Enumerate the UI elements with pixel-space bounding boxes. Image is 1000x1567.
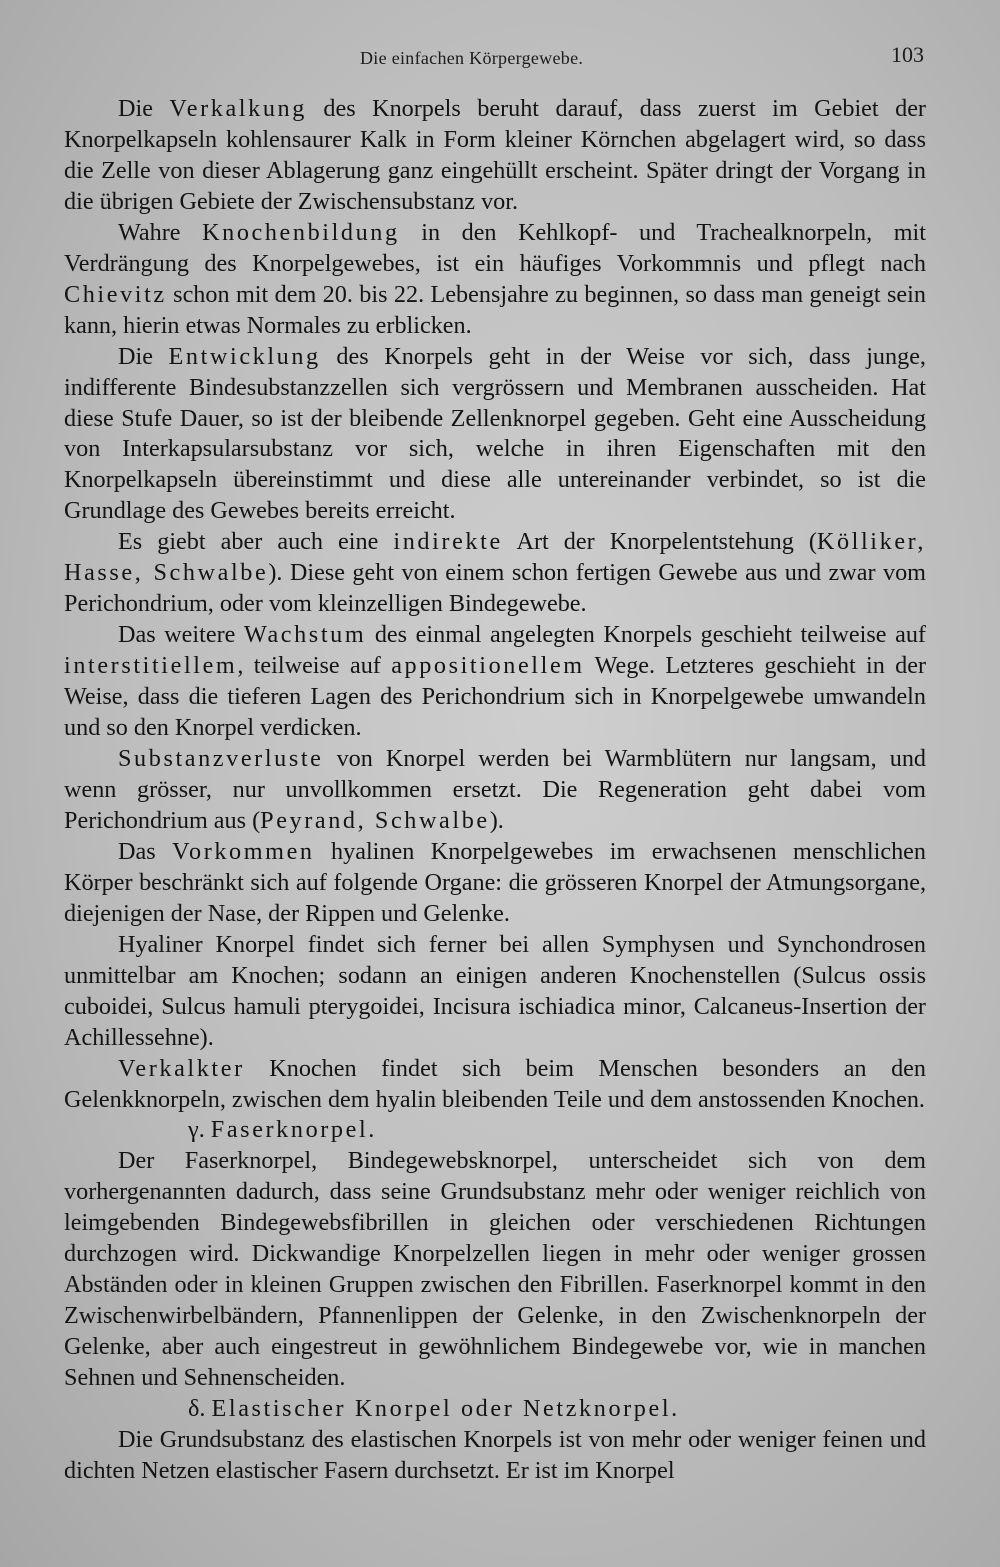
paragraph (64, 1146, 926, 1394)
text-run: des einmal angelegten Knorpels geschieht teilweise auf (366, 621, 926, 649)
paragraph (64, 527, 926, 620)
text-run: Es giebt aber auch eine (118, 528, 394, 556)
text-run: Die (118, 342, 169, 370)
emphasized-term: Substanzverluste (118, 745, 324, 773)
page-header (60, 42, 930, 78)
text-run: Wege. Letzteres geschieht in der Weise, dass die tieferen Lagen des Perichondrium sich in Knorpelgewebe umwandeln und so den Knorpel verdicken. (64, 652, 926, 742)
emphasized-term: interstitiellem (64, 652, 238, 680)
text-run: in den Kehlkopf- und Trachealknorpeln, mit Verdrängung des Knorpelgewebes, ist ein häufiges Vorkommnis und pflegt nach (64, 218, 926, 277)
text-run: Die Grundsubstanz des elastischen Knorpels ist von mehr oder weniger feinen und dichten Netzen elastischer Fasern durchsetzt. Er ist im Knorpel (64, 1425, 926, 1484)
text-run: des Knorpels geht in der Weise vor sich, dass junge, indifferente Bindesubstanzzellen sich vergrössern und Membranen ausscheiden. Hat diese Stufe Dauer, so ist der bleibende Zellenknorpel gegeben. Geht eine Ausscheidung von Interkapsularsubstanz vor sich, welche in ihren Eigenschaften mit den Knorpelkapseln übereinstimmt und diese alle untereinander verbindet, so ist die Grundlage des Gewebes bereits erreicht. (64, 342, 926, 525)
emphasized-term: Chievitz (64, 280, 167, 308)
emphasized-term: Knochenbildung (202, 218, 400, 246)
emphasized-term: Verkalkter (118, 1054, 245, 1082)
text-run: Der Faserknorpel, Bindegewebsknorpel, unterscheidet sich von dem vorhergenannten dadurch, dass seine Grundsubstanz mehr oder weniger reichlich von leimgebenden Bindegewebsfibrillen in gleichen oder verschiedenen Richtungen durchzogen wird. Dickwandige Knorpelzellen liegen in mehr oder weniger grossen Abständen oder in kleinen Gruppen zwischen den Fibrillen. Faserknorpel kommt in den Zwischenwirbelbändern, Pfannenlippen der Gelenke, in den Zwischenknorpeln der Gelenke, aber auch eingestreut in gewöhnlichem Bindegewebe vor, wie in manchen Sehnen und Sehnenscheiden. (64, 1147, 926, 1392)
paragraph (64, 218, 926, 342)
paragraph (64, 930, 926, 1054)
emphasized-term: Verkalkung (169, 95, 307, 122)
text-run: Knochen findet sich beim Menschen besonders an den Gelenkknorpeln, zwischen dem hyalin bleibenden Teile und dem anstossenden Knochen. (64, 1054, 926, 1113)
emphasized-term: Vorkommen (172, 837, 315, 865)
text-run: Wahre (118, 218, 203, 246)
text-run: γ. (188, 1116, 211, 1144)
paragraph (64, 342, 926, 528)
emphasized-term: Entwicklung (168, 342, 321, 370)
body-text (64, 94, 926, 1487)
section-subheading (64, 1394, 926, 1425)
emphasized-term: Elastischer Knorpel oder Netzknorpel. (211, 1395, 680, 1423)
emphasized-term: Kölliker, Hasse, Schwalbe (64, 528, 926, 587)
text-run: Das weitere (118, 621, 244, 649)
paragraph (64, 620, 926, 744)
emphasized-term: Peyrand, Schwalbe (260, 806, 490, 834)
paragraph (64, 744, 926, 837)
paragraph (64, 1425, 926, 1487)
text-run: schon mit dem 20. bis 22. Lebensjahre zu beginnen, so dass man geneigt sein kann, hierin etwas Normales zu erblicken. (64, 280, 926, 339)
text-run: von Knorpel werden bei Warmblütern nur langsam, und wenn grösser, nur unvollkommen ersetzt. Die Regeneration geht dabei vom Perichondrium aus ( (64, 745, 926, 834)
paragraph (64, 94, 926, 218)
text-run: Das (118, 837, 173, 865)
section-subheading (64, 1115, 926, 1146)
text-run: δ. (188, 1395, 212, 1423)
text-run: ). Diese geht von einem schon fertigen Gewebe aus und zwar vom Perichondrium, oder vom kleinzelligen Bindegewebe. (64, 559, 926, 618)
text-run: , teilweise auf (237, 652, 392, 680)
paragraph (64, 837, 926, 930)
text-run: Art der Knorpelentstehung ( (502, 528, 817, 556)
text-run: Hyaliner Knorpel findet sich ferner bei allen Symphysen und Synchondrosen unmittelbar am Knochen; sodann an einigen anderen Knochenstellen (Sulcus ossis cuboidei, Sulcus hamuli pterygoidei, Incisura ischiadica minor, Calcaneus-Insertion der Achillessehne). (64, 930, 926, 1051)
running-title: Die einfachen Körpergewebe. (360, 48, 584, 68)
paragraph (64, 1054, 926, 1116)
emphasized-term: Faserknorpel. (210, 1116, 377, 1144)
emphasized-term: appositionellem (391, 652, 585, 680)
text-run: hyalinen Knorpelgewebes im erwachsenen menschlichen Körper beschränkt sich auf folgende Organe: die grösseren Knorpel der Atmungsorgane, diejenigen der Nase, der Rippen und Gelenke. (64, 837, 927, 927)
emphasized-term: Wachstum (243, 621, 367, 649)
text-run: ). (489, 806, 504, 834)
page-number: 103 (891, 42, 924, 67)
text-run: des Knorpels beruht darauf, dass zuerst im Gebiet der Knorpelkapseln kohlensaurer Kalk in Form kleiner Körnchen abgelagert wird, so dass die Zelle von dieser Ablagerung ganz eingehüllt erscheint. Später dringt der Vorgang in die übrigen Gebiete der Zwischensubstanz vor. (64, 95, 926, 215)
emphasized-term: indirekte (393, 528, 503, 556)
text-run: Die (118, 95, 170, 122)
